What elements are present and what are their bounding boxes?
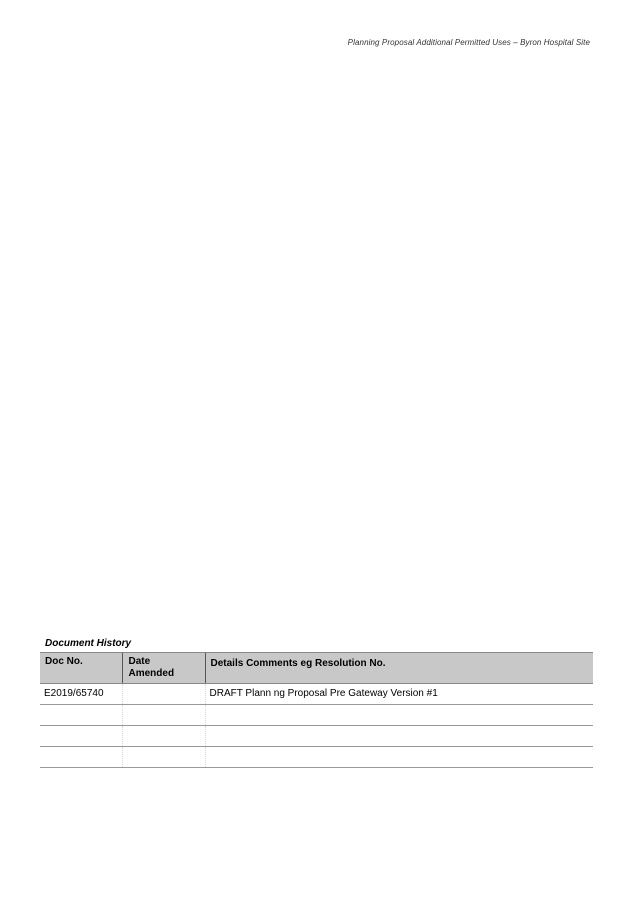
table-row	[40, 684, 593, 705]
header-doc-no-text: Doc No.	[45, 656, 83, 667]
column-header-date-amended	[122, 653, 205, 684]
cell-doc-no	[40, 705, 122, 726]
cell-details: DRAFT Plann ng Proposal Pre Gateway Version #1	[205, 684, 593, 705]
cell-date-amended	[122, 684, 205, 705]
table-row	[40, 747, 593, 768]
column-header-doc-no	[40, 653, 122, 684]
column-header-details	[205, 653, 593, 684]
cell-date-amended	[122, 705, 205, 726]
table-row	[40, 705, 593, 726]
cell-details	[205, 705, 593, 726]
header-details-text: Details Comments eg Resolution No.	[210, 658, 386, 669]
document-history-table	[40, 652, 593, 768]
cell-details	[205, 726, 593, 747]
document-history-title: Document History	[45, 638, 132, 649]
header-date-line-1: Date	[128, 656, 151, 667]
table-row	[40, 726, 593, 747]
cell-date-amended	[122, 747, 205, 768]
table-header-row	[40, 653, 593, 684]
header-date-line-2: Amended	[128, 668, 175, 679]
document-history-section	[40, 638, 593, 768]
cell-date-amended	[122, 726, 205, 747]
cell-doc-no	[40, 726, 122, 747]
cell-doc-no	[40, 747, 122, 768]
cell-doc-no: E2019/65740	[40, 684, 122, 705]
page-header-running-title: Planning Proposal Additional Permitted Uses – Byron Hospital Site	[347, 38, 590, 47]
cell-details	[205, 747, 593, 768]
